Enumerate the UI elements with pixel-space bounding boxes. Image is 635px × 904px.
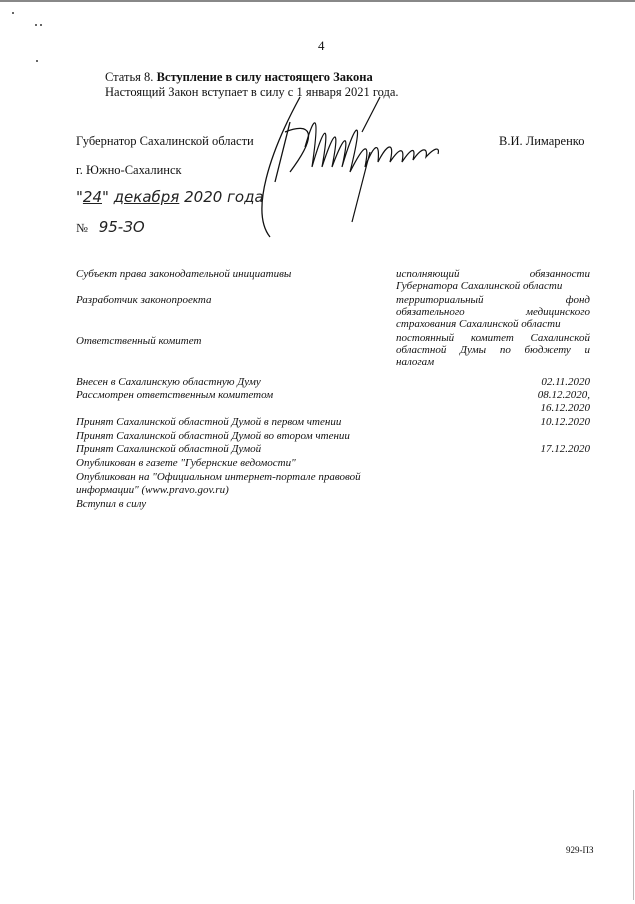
info-value-line: обязательного медицинского: [396, 306, 590, 319]
history-label: Принят Сахалинской областной Думой: [76, 443, 262, 455]
info-value-line: страхования Сахалинской области: [396, 318, 561, 331]
info-value: [396, 332, 590, 369]
article-title: Вступление в силу настоящего Закона: [156, 70, 373, 84]
scan-right-edge: [633, 790, 634, 900]
history-date: 10.12.2020: [540, 416, 590, 428]
date-year: 2020 года: [184, 188, 264, 206]
governor-name: В.И. Лимаренко: [499, 134, 585, 148]
history-label: Внесен в Сахалинскую областную Думу: [76, 376, 261, 388]
history-label: Опубликован на "Официальном интернет-портале правовой: [76, 471, 361, 483]
article-text: Настоящий Закон вступает в силу с 1 января 2021 года.: [105, 85, 399, 99]
history-date: 17.12.2020: [540, 443, 590, 455]
scan-speck: [35, 24, 37, 26]
article-prefix: Статья 8.: [105, 70, 154, 84]
page-number: 4: [318, 38, 325, 53]
history-label: Рассмотрен ответственным комитетом: [76, 389, 274, 401]
document-code: 929-ПЗ: [566, 845, 594, 855]
governor-position: Губернатор Сахалинской области: [76, 134, 254, 148]
info-value-line: налогам: [396, 356, 435, 369]
handwritten-signature-icon: [230, 92, 520, 242]
number-value: 95-ЗО: [98, 218, 145, 236]
city: г. Южно-Сахалинск: [76, 163, 182, 177]
date-month: декабря: [113, 188, 180, 206]
scan-top-edge: [0, 0, 635, 2]
date-day: 24: [82, 188, 102, 206]
history-label: информации" (www.pravo.gov.ru): [76, 484, 229, 496]
info-value: [396, 294, 590, 331]
info-value-line: областной Думы по бюджету и: [396, 344, 590, 357]
scan-speck: [36, 60, 38, 62]
info-label: Ответственный комитет: [76, 335, 202, 347]
history-label: Вступил в силу: [76, 498, 147, 510]
history-date: 16.12.2020: [540, 402, 590, 414]
info-label: Субъект права законодательной инициативы: [76, 268, 292, 280]
info-value-line: территориальный фонд: [396, 294, 590, 306]
info-value-line: постоянный комитет Сахалинской: [396, 332, 590, 344]
history-date: 08.12.2020,: [537, 389, 590, 401]
info-label: Разработчик законопроекта: [76, 294, 212, 306]
history-label: Принят Сахалинской областной Думой в первом чтении: [76, 416, 342, 428]
article-heading: [105, 70, 373, 85]
info-value-line: исполняющий обязанности: [396, 268, 590, 280]
history-label: Опубликован в газете "Губернские ведомости": [76, 457, 296, 469]
history-label: Принят Сахалинской областной Думой во втором чтении: [76, 430, 350, 442]
info-value: [396, 268, 590, 292]
scan-speck: [40, 24, 42, 26]
history-date: 02.11.2020: [541, 376, 590, 388]
info-value-line: Губернатора Сахалинской области: [396, 280, 563, 293]
number-sign: №: [76, 221, 88, 235]
law-number: [76, 218, 145, 236]
signing-date: "24" декабря 2020 года: [76, 188, 264, 206]
scan-speck: [12, 12, 14, 14]
